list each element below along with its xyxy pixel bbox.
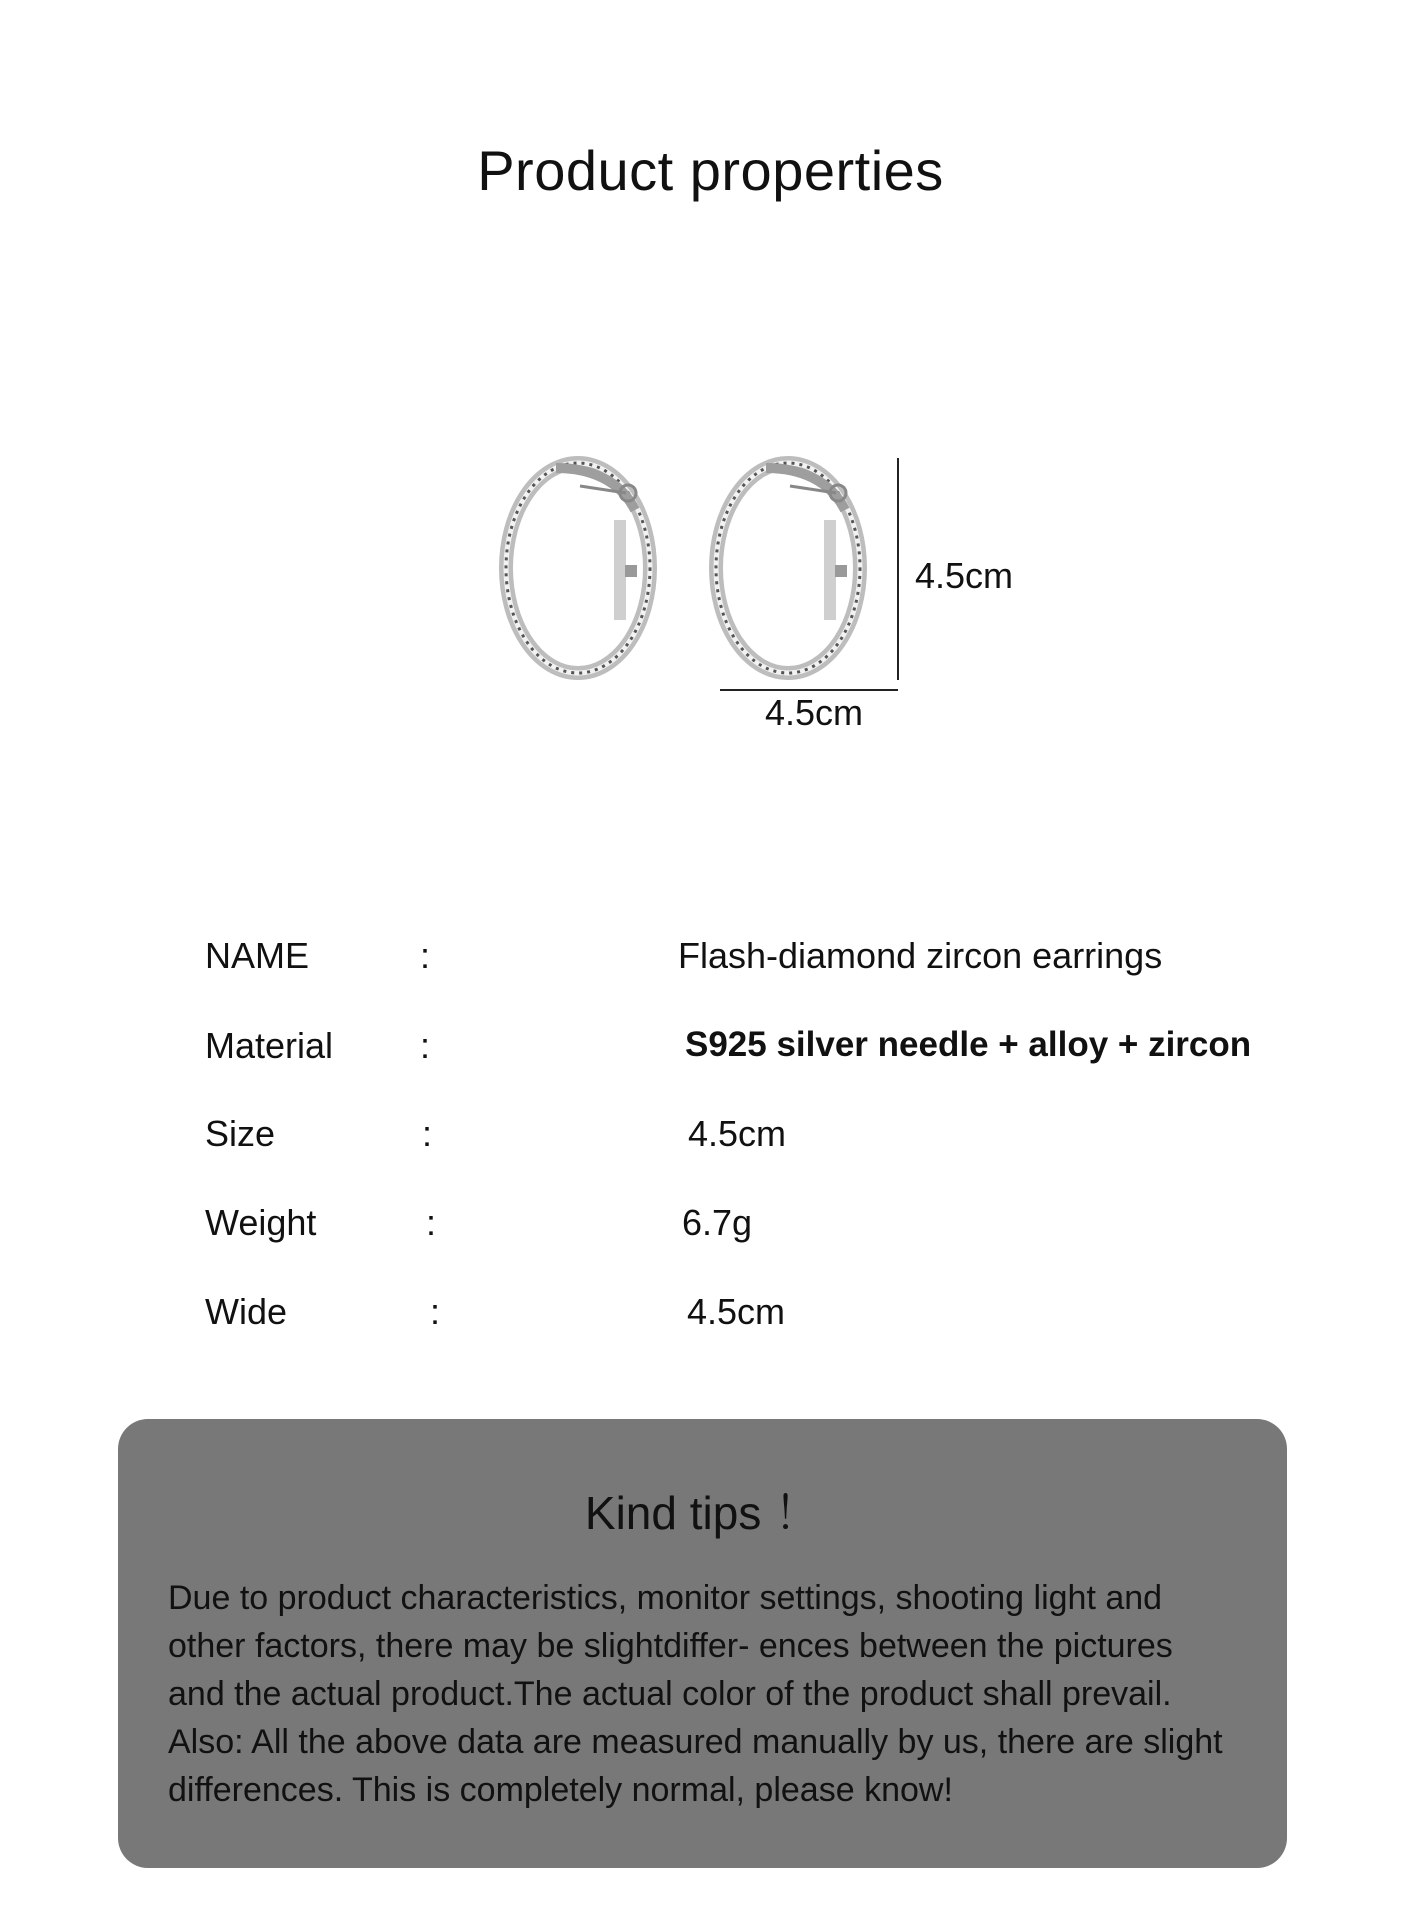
kind-tips-line: other factors, there may be slightdiffer- ences between the pictures	[168, 1627, 1173, 1665]
kind-tips-panel	[118, 1419, 1287, 1868]
property-row-weight	[0, 1202, 1421, 1262]
kind-tips-line: Also: All the above data are measured manually by us, there are slight	[168, 1723, 1223, 1761]
property-label: Weight	[205, 1202, 317, 1243]
kind-tips-line: differences. This is completely normal, please know!	[168, 1771, 953, 1809]
property-row-size	[0, 1113, 1421, 1173]
property-label: Wide	[205, 1291, 288, 1332]
property-colon: :	[422, 1113, 433, 1154]
property-label: Material	[205, 1025, 334, 1066]
property-value: 6.7g	[682, 1202, 753, 1243]
page-title: Product properties	[477, 139, 944, 202]
property-label: NAME	[205, 935, 310, 976]
property-value: 4.5cm	[687, 1291, 786, 1332]
property-value: 4.5cm	[688, 1113, 787, 1154]
property-colon: :	[420, 935, 431, 976]
property-row-material	[0, 1025, 1421, 1085]
property-colon: :	[430, 1291, 441, 1332]
kind-tips-text	[168, 1574, 1258, 1814]
property-row-name	[0, 935, 1421, 995]
property-colon: :	[426, 1202, 437, 1243]
property-value: Flash-diamond zircon earrings	[678, 935, 1163, 976]
property-value: S925 silver needle + alloy + zircon	[685, 1025, 1252, 1064]
width-dimension-label: 4.5cm	[765, 692, 864, 733]
property-label: Size	[205, 1113, 276, 1154]
height-dimension-label: 4.5cm	[915, 555, 1014, 596]
kind-tips-line: Due to product characteristics, monitor settings, shooting light and	[168, 1579, 1163, 1617]
right-hoop-earring	[716, 463, 860, 673]
kind-tips-title: Kind tips ！	[584, 1487, 821, 1539]
property-row-wide	[0, 1291, 1421, 1351]
property-colon: :	[420, 1025, 431, 1066]
kind-tips-line: and the actual product.The actual color of the product shall prevail.	[168, 1675, 1172, 1713]
left-hoop-earring	[506, 463, 650, 673]
